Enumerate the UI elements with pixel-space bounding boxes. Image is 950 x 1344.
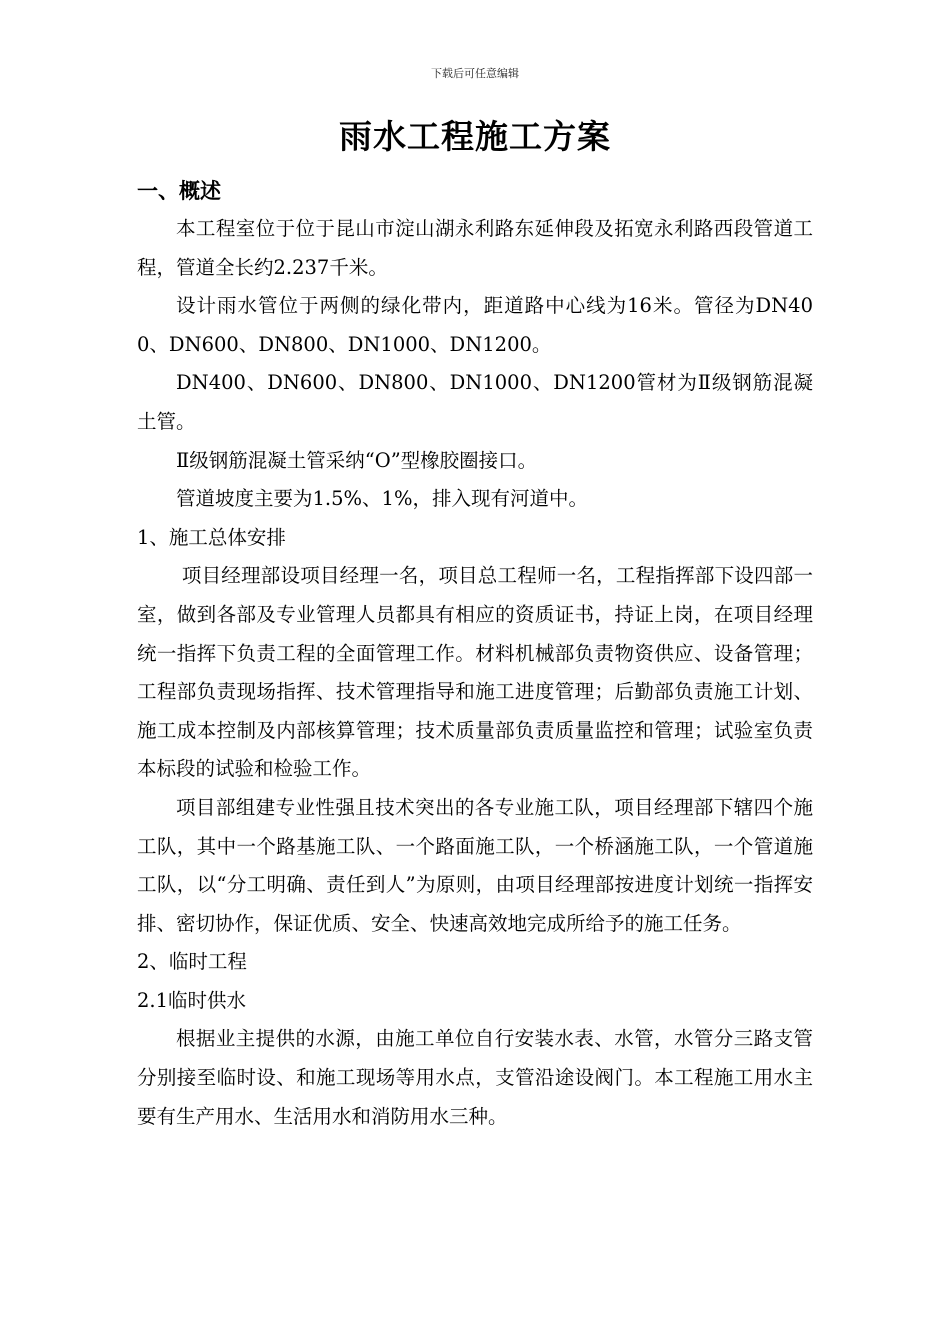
subsection-heading-temporary-water: 2.1临时供水 <box>137 988 247 1012</box>
overview-paragraph: Ⅱ级钢筋混凝土管采纳“O”型橡胶圈接口。 <box>176 448 538 472</box>
subsection-heading-general-arrangement: 1、施工总体安排 <box>137 525 286 549</box>
overview-paragraph: 管道坡度主要为1.5%、1%，排入现有河道中。 <box>176 487 588 511</box>
header-note: 下载后可任意编辑 <box>431 67 519 80</box>
water-supply-paragraph: 根据业主提供的水源，由施工单位自行安装水表、水管，水管分三路支管分别接至临时设、和施工现场等用水点，支管沿途设阀门。本工程施工用水主要有生产用水、生活用水和消防用水三种。 <box>137 1027 813 1128</box>
subsection-heading-temporary-works: 2、临时工程 <box>137 950 247 974</box>
document-body <box>137 172 813 1136</box>
overview-paragraph: DN400、DN600、DN800、DN1000、DN1200管材为Ⅱ级钢筋混凝土管。 <box>137 371 813 433</box>
arrangement-paragraph: 项目经理部设项目经理一名，项目总工程师一名，工程指挥部下设四部一室，做到各部及专业管理人员都具有相应的资质证书，持证上岗，在项目经理统一指挥下负责工程的全面管理工作。材料机械部负责物资供应、设备管理；工程部负责现场指挥、技术管理指导和施工进度管理；后勤部负责施工计划、施工成本控制及内部核算管理；技术质量部负责质量监控和管理；试验室负责本标段的试验和检验工作。 <box>137 564 813 781</box>
document-title: 雨水工程施工方案 <box>339 117 611 156</box>
overview-paragraph: 本工程室位于位于昆山市淀山湖永利路东延伸段及拓宽永利路西段管道工程，管道全长约2.237千米。 <box>137 217 813 279</box>
overview-paragraph: 设计雨水管位于两侧的绿化带内，距道路中心线为16米。管径为DN400、DN600、DN800、DN1000、DN1200。 <box>137 294 813 356</box>
arrangement-paragraph: 项目部组建专业性强且技术突出的各专业施工队，项目经理部下辖四个施工队，其中一个路基施工队、一个路面施工队，一个桥涵施工队，一个管道施工队，以“分工明确、责任到人”为原则，由项目经理部按进度计划统一指挥安排、密切协作，保证优质、安全、快速高效地完成所给予的施工任务。 <box>137 795 813 935</box>
section-heading-overview: 一、概述 <box>137 179 221 203</box>
